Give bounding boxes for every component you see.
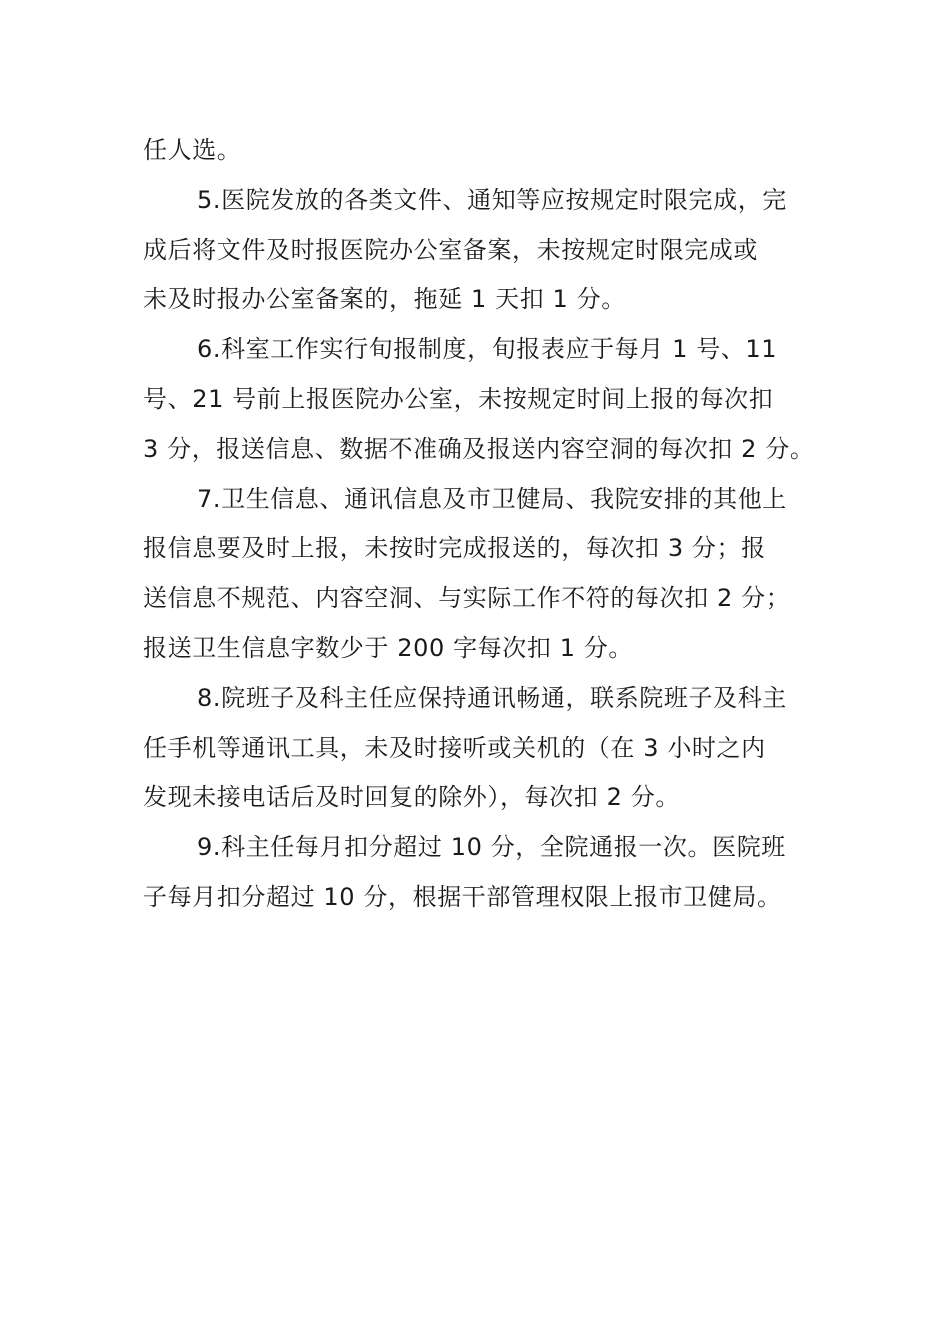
text-line: 5.医院发放的各类文件、通知等应按规定时限完成，完 [197, 185, 787, 214]
text-line: 送信息不规范、内容空洞、与实际工作不符的每次扣 2 分； [143, 584, 791, 613]
text-line: 报信息要及时上报，未按时完成报送的，每次扣 3 分；报 [143, 534, 766, 563]
text-line: 未及时报办公室备案的，拖延 1 天扣 1 分。 [143, 285, 626, 314]
text-line: 子每月扣分超过 10 分，根据干部管理权限上报市卫健局。 [143, 882, 782, 911]
paragraph-continuation [143, 126, 833, 176]
text-line: 任手机等通讯工具，未及时接听或关机的（在 3 小时之内 [143, 733, 766, 762]
text-line: 报送卫生信息字数少于 200 字每次扣 1 分。 [143, 633, 633, 662]
text-line: 7.卫生信息、通讯信息及市卫健局、我院安排的其他上 [197, 484, 787, 513]
text-line: 号、21 号前上报医院办公室，未按规定时间上报的每次扣 [143, 384, 774, 413]
text-line: 9.科主任每月扣分超过 10 分，全院通报一次。医院班 [197, 833, 786, 862]
paragraph-item-8 [143, 674, 833, 823]
text-line: 发现未接电话后及时回复的除外），每次扣 2 分。 [143, 783, 680, 812]
document-body [143, 126, 833, 923]
paragraph-item-5 [143, 176, 833, 325]
text-line: 任人选。 [143, 136, 242, 164]
text-line: 8.院班子及科主任应保持通讯畅通，联系院班子及科主 [197, 683, 787, 712]
text-line: 3 分，报送信息、数据不准确及报送内容空洞的每次扣 2 分。 [143, 434, 815, 463]
paragraph-item-9 [143, 823, 833, 923]
text-line: 成后将文件及时报医院办公室备案，未按规定时限完成或 [143, 235, 758, 264]
paragraph-item-6 [143, 325, 833, 474]
paragraph-item-7 [143, 475, 833, 674]
text-line: 6.科室工作实行旬报制度，旬报表应于每月 1 号、11 [197, 335, 778, 364]
